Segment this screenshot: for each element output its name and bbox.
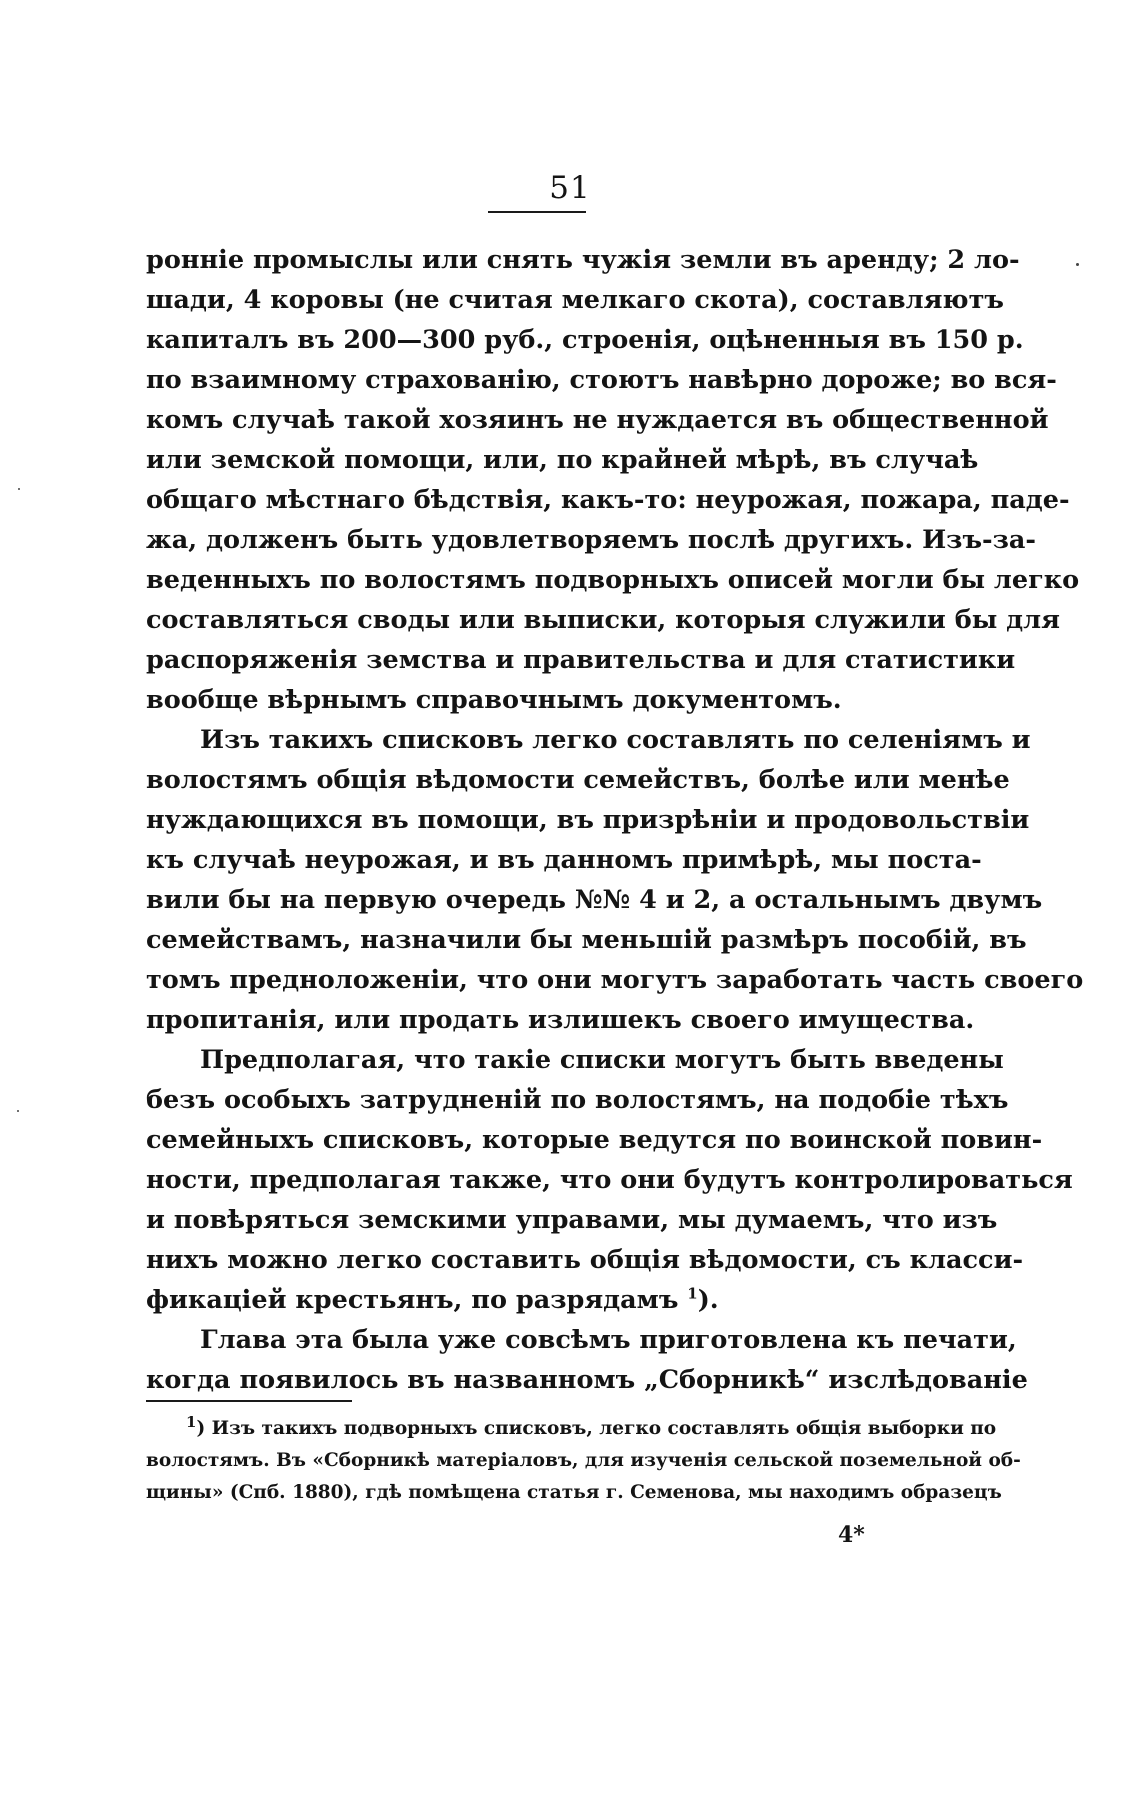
text-line: вили бы на первую очередь №№ 4 и 2, а остальнымъ двумъ: [146, 885, 1043, 915]
paragraph-first-line: Глава эта была уже совсѣмъ приготовлена къ печати,: [200, 1325, 1017, 1355]
print-speck: [18, 488, 20, 490]
text-line: и повѣряться земскими управами, мы думаемъ, что изъ: [146, 1205, 998, 1235]
text-line: ронніе промыслы или снять чужія земли въ аренду; 2 ло-: [146, 245, 1020, 275]
print-speck: [17, 1110, 19, 1112]
text-line: распоряженія земства и правительства и для статистики: [146, 645, 1016, 675]
footnote-reference: 1: [687, 1284, 698, 1303]
body-text: [146, 240, 1084, 1400]
text-line: пропитанія, или продать излишекъ своего имущества.: [146, 1005, 975, 1035]
text-line: семействамъ, назначили бы меньшій размѣръ пособій, въ: [146, 925, 1027, 955]
text-line: веденныхъ по волостямъ подворныхъ описей могли бы легко: [146, 565, 1080, 595]
print-speck: [1076, 263, 1079, 266]
signature-mark: 4*: [838, 1522, 865, 1548]
text-line: или земской помощи, или, по крайней мѣрѣ, въ случаѣ: [146, 445, 979, 475]
text-line: нуждающихся въ помощи, въ призрѣніи и продовольствіи: [146, 805, 1030, 835]
text-line: семейныхъ списковъ, которые ведутся по воинской повин-: [146, 1125, 1043, 1155]
text-line: безъ особыхъ затрудненій по волостямъ, на подобіе тѣхъ: [146, 1085, 1009, 1115]
text-line: комъ случаѣ такой хозяинъ не нуждается въ общественной: [146, 405, 1049, 435]
page-number: 51: [549, 170, 591, 206]
text-line: шади, 4 коровы (не считая мелкаго скота), составляютъ: [146, 285, 1004, 315]
footnote-rule: [146, 1400, 352, 1402]
text-line: капиталъ въ 200—300 руб., строенія, оцѣненныя въ 150 р.: [146, 325, 1024, 355]
paragraph-first-line: Предполагая, что такіе списки могутъ быть введены: [200, 1045, 1004, 1075]
text-line-with-footnote-ref: [146, 1280, 936, 1320]
text-line: ности, предполагая также, что они будутъ контролироваться: [146, 1165, 1073, 1195]
text-line: нихъ можно легко составить общія вѣдомости, съ класси-: [146, 1245, 1024, 1275]
text-line: по взаимному страхованію, стоютъ навѣрно дороже; во вся-: [146, 365, 1057, 395]
footnote-text: Изъ такихъ подворныхъ списковъ, легко составлять общія выборки по: [205, 1418, 997, 1439]
footnote-line: волостямъ. Въ «Сборникѣ матеріаловъ, для изученія сельской поземельной об-: [146, 1450, 1021, 1471]
text-line: составляться своды или выписки, которыя служили бы для: [146, 605, 1060, 635]
text-line: вообще вѣрнымъ справочнымъ документомъ.: [146, 685, 842, 715]
footnote-reference-suffix: ).: [697, 1285, 719, 1315]
text-line: томъ предноложеніи, что они могутъ заработать часть своего: [146, 965, 1084, 995]
text-line: къ случаѣ неурожая, и въ данномъ примѣрѣ, мы поста-: [146, 845, 982, 875]
text-line: жа, долженъ быть удовлетворяемъ послѣ другихъ. Изъ-за-: [146, 525, 1036, 555]
footnote-line: [146, 1412, 997, 1445]
footnote-marker: 1: [186, 1412, 197, 1431]
footnotes: [146, 1412, 1021, 1509]
footnote-line: щины» (Спб. 1880), гдѣ помѣщена статья г. Семенова, мы находимъ образецъ: [146, 1482, 1002, 1503]
text-line: общаго мѣстнаго бѣдствія, какъ-то: неурожая, пожара, паде-: [146, 485, 1070, 515]
footnote-marker-suffix: ): [196, 1418, 206, 1439]
text-line: фикаціей крестьянъ, по разрядамъ: [146, 1285, 679, 1315]
paragraph-first-line: Изъ такихъ списковъ легко составлять по селеніямъ и: [200, 725, 1031, 755]
text-line: волостямъ общія вѣдомости семействъ, болѣе или менѣе: [146, 765, 1010, 795]
text-line: когда появилось въ названномъ „Сборникѣ“ изслѣдованіе: [146, 1365, 1028, 1395]
page-number-rule: [488, 211, 586, 213]
